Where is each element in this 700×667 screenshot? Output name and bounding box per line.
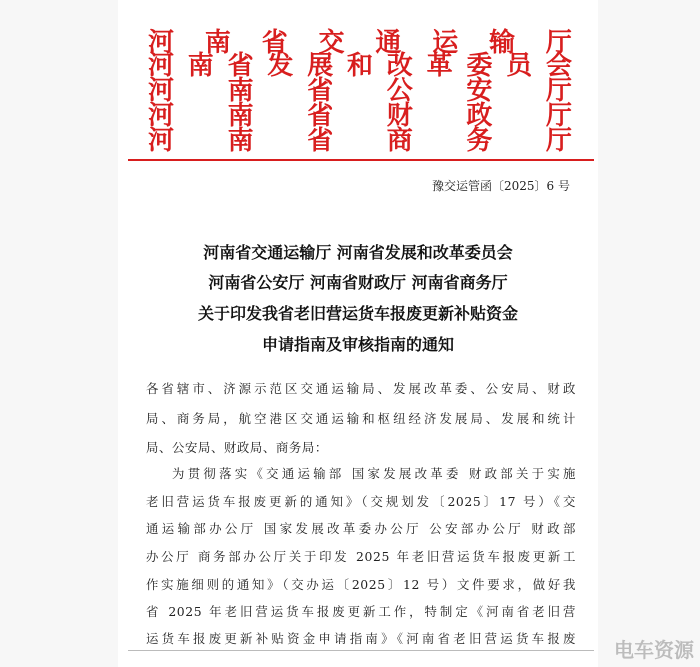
addressee-line-2: 局、商务局，航空港区交通运输和枢纽经济发展局、发展和统计: [146, 411, 576, 426]
agency-char: 南: [204, 28, 231, 58]
paragraph-line-2: 老旧营运货车报废更新的通知》（交规划发〔2025〕17 号）《交: [146, 494, 576, 509]
agency-char: 厅: [545, 76, 572, 106]
agency-char: 厅: [545, 101, 572, 131]
agency-char: 通: [375, 28, 402, 58]
title-line-3: 关于印发我省老旧营运货车报废更新补贴资金: [197, 304, 518, 323]
agency-char: 省: [261, 28, 288, 58]
red-header-rule: [128, 159, 594, 161]
agency-char: 公: [386, 76, 413, 106]
paragraph-line-3: 通运输部办公厅 国家发展改革委办公厅 公安部办公厅 财政部: [146, 521, 576, 536]
agency-char: 河: [148, 51, 175, 81]
agency-line-ndrc: [148, 53, 572, 79]
agency-char: 厅: [545, 28, 572, 58]
agency-char: 财: [386, 101, 413, 131]
agency-char: 输: [489, 28, 516, 58]
paragraph-line-7: 运货车报废更新补贴资金申请指南》《河南省老旧营运货车报废: [146, 631, 576, 646]
agency-char: 厅: [545, 126, 572, 156]
paragraph-line-1: 为贯彻落实《交通运输部 国家发展改革委 财政部关于实施: [172, 466, 576, 481]
agency-char: 政: [466, 101, 493, 131]
title-line-1: 河南省交通运输厅 河南省发展和改革委员会: [203, 243, 513, 262]
agency-char: 商: [386, 126, 413, 156]
agency-char: 发: [267, 51, 294, 81]
paragraph-line-4: 办公厅 商务部办公厅关于印发 2025 年老旧营运货车报废更新工: [146, 549, 576, 564]
watermark-logo: 电车资源: [614, 638, 694, 662]
agency-line-police: [148, 78, 572, 104]
paragraph-line-5: 作实施细则的通知》（交办运〔2025〕12 号）文件要求，做好我: [146, 577, 576, 592]
agency-char: 交: [318, 28, 345, 58]
document-page: [118, 0, 598, 667]
agency-char: 和: [346, 51, 373, 81]
agency-char: 省: [307, 126, 334, 156]
agency-char: 展: [307, 51, 334, 81]
agency-char: 南: [227, 76, 254, 106]
title-line-2: 河南省公安厅 河南省财政厅 河南省商务厅: [208, 273, 508, 292]
agency-char: 员: [506, 51, 533, 81]
addressee-line-1: 各省辖市、济源示范区交通运输局、发展改革委、公安局、财政: [146, 381, 576, 396]
agency-char: 河: [148, 126, 175, 156]
agency-char: 省: [227, 51, 254, 81]
agency-char: 安: [466, 76, 493, 106]
agency-line-commerce: [148, 128, 572, 154]
bottom-divider: [128, 650, 594, 651]
agency-char: 务: [466, 126, 493, 156]
agency-char: 改: [386, 51, 413, 81]
agency-char: 委: [466, 51, 493, 81]
agency-char: 运: [432, 28, 459, 58]
addressee-line-3: 局、公安局、财政局、商务局：: [146, 440, 328, 455]
agency-char: 省: [307, 101, 334, 131]
agency-char: 南: [227, 126, 254, 156]
agency-char: 河: [148, 76, 175, 106]
agency-char: 南: [227, 101, 254, 131]
agency-char: 会: [545, 51, 572, 81]
paragraph-line-6: 省 2025 年老旧营运货车报废更新工作，特制定《河南省老旧营: [146, 604, 576, 619]
title-line-4: 申请指南及审核指南的通知: [261, 335, 454, 354]
agency-char: 省: [307, 76, 334, 106]
agency-line-finance: [148, 103, 572, 129]
document-number: 豫交运管函〔2025〕6 号: [432, 179, 570, 193]
agency-char: 河: [148, 101, 175, 131]
agency-char: 南: [187, 51, 214, 81]
agency-char: 革: [426, 51, 453, 81]
agency-char: 河: [148, 28, 175, 58]
